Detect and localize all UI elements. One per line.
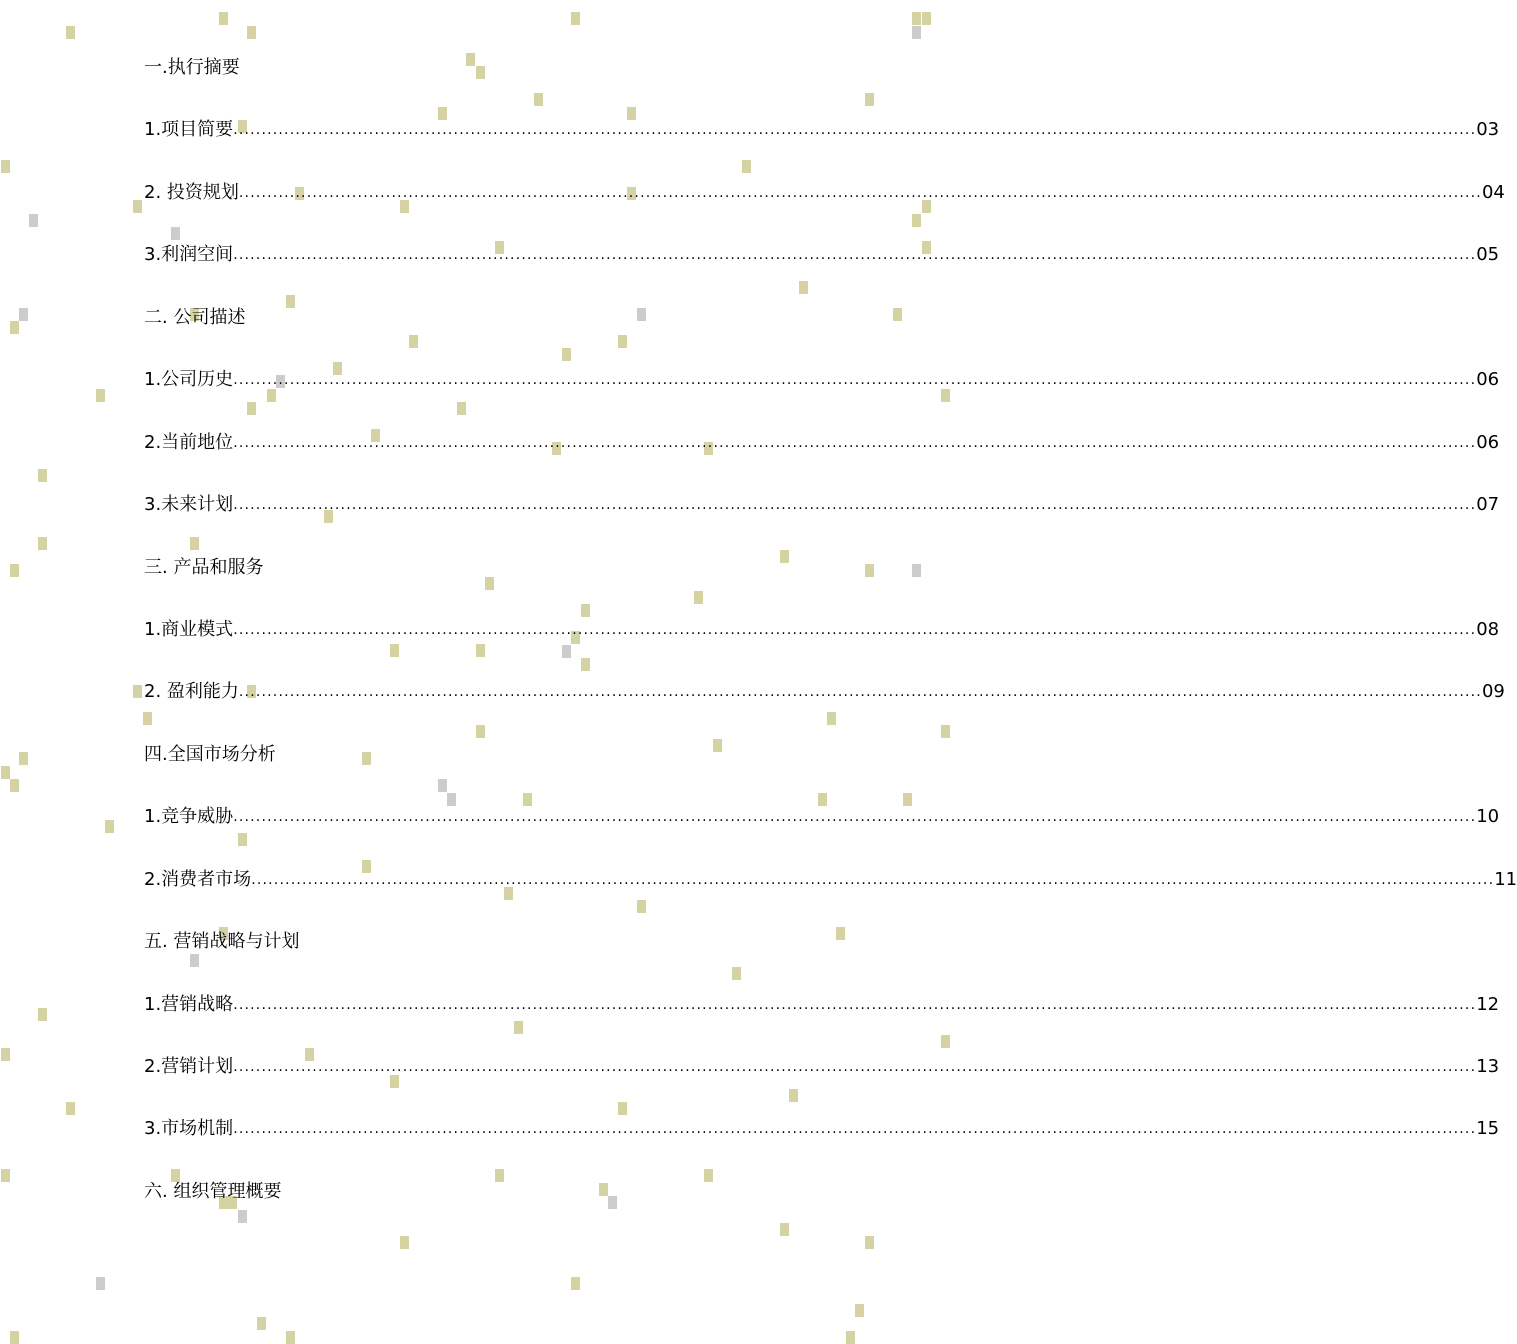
dot-leader: ............................................................................................................................................................................................................................ bbox=[233, 1121, 1477, 1138]
speckle bbox=[713, 739, 722, 752]
dot-leader: ............................................................................................................................................................................................................................ bbox=[233, 621, 1477, 638]
toc-entry[interactable] bbox=[144, 1114, 1500, 1176]
speckle bbox=[66, 1102, 75, 1115]
speckle bbox=[247, 26, 256, 39]
toc-entry[interactable] bbox=[144, 865, 1517, 927]
speckle bbox=[922, 12, 931, 25]
speckle bbox=[742, 160, 751, 173]
toc-heading bbox=[144, 53, 714, 115]
toc-entry-label: 1.营销战略 bbox=[144, 993, 234, 1015]
toc-page-number: 07 bbox=[1476, 494, 1500, 516]
speckle bbox=[571, 1277, 580, 1290]
toc-entry[interactable] bbox=[144, 990, 1500, 1052]
dot-leader: ............................................................................................................................................................................................................................ bbox=[233, 434, 1477, 451]
speckle bbox=[1, 766, 10, 779]
speckle bbox=[38, 1008, 47, 1021]
speckle bbox=[912, 564, 921, 577]
dot-leader: ............................................................................................................................................................................................................................ bbox=[233, 497, 1477, 514]
toc-entry-label: 3.未来计划 bbox=[144, 494, 234, 516]
toc-heading-text: 六. 组织管理概要 bbox=[144, 1180, 282, 1202]
toc-entry[interactable] bbox=[144, 802, 1500, 864]
toc-page-number: 13 bbox=[1476, 1056, 1500, 1077]
toc-heading-text: 五. 营销战略与计划 bbox=[144, 931, 300, 953]
toc-entry[interactable] bbox=[144, 615, 1500, 677]
speckle bbox=[286, 1331, 295, 1344]
toc-page-number: 09 bbox=[1481, 681, 1505, 703]
dot-leader: ............................................................................................................................................................................................................................ bbox=[251, 871, 1495, 888]
toc-heading-text: 四.全国市场分析 bbox=[144, 743, 276, 765]
speckle bbox=[846, 1331, 855, 1344]
toc-page-number: 10 bbox=[1476, 806, 1500, 828]
toc-entry-label: 1.竞争威胁 bbox=[144, 806, 234, 828]
speckle bbox=[780, 550, 789, 563]
dot-leader: ............................................................................................................................................................................................................................ bbox=[238, 684, 1482, 701]
toc-entry[interactable] bbox=[144, 240, 1500, 302]
dot-leader: ............................................................................................................................................................................................................................ bbox=[233, 809, 1477, 826]
toc-heading bbox=[144, 1177, 714, 1239]
speckle bbox=[96, 389, 105, 402]
speckle bbox=[10, 321, 19, 334]
toc-entry[interactable] bbox=[144, 677, 1505, 739]
speckle bbox=[133, 200, 142, 213]
speckle bbox=[571, 12, 580, 25]
toc-page-number: 12 bbox=[1476, 993, 1500, 1015]
speckle bbox=[827, 712, 836, 725]
toc-entry[interactable] bbox=[144, 178, 1505, 240]
dot-leader: ............................................................................................................................................................................................................................ bbox=[233, 247, 1477, 264]
toc-page-number: 06 bbox=[1476, 431, 1500, 453]
speckle bbox=[19, 308, 28, 321]
toc-page-number: 05 bbox=[1476, 244, 1500, 266]
dot-leader: ............................................................................................................................................................................................................................ bbox=[233, 372, 1477, 389]
speckle bbox=[29, 214, 38, 227]
speckle bbox=[66, 26, 75, 39]
speckle bbox=[38, 469, 47, 482]
toc-entry[interactable] bbox=[144, 1052, 1500, 1114]
toc-heading bbox=[144, 740, 714, 802]
toc-entry-label: 1.项目简要 bbox=[144, 119, 234, 141]
toc-entry-label: 2.消费者市场 bbox=[144, 868, 252, 890]
toc-heading bbox=[144, 553, 714, 615]
toc-entry-label: 1.商业模式 bbox=[144, 618, 234, 640]
toc-heading-text: 三. 产品和服务 bbox=[144, 556, 264, 578]
toc-entry[interactable] bbox=[144, 490, 1500, 552]
speckle bbox=[941, 1035, 950, 1048]
speckle bbox=[855, 1304, 864, 1317]
speckle bbox=[10, 1331, 19, 1344]
toc-entry-label: 2.当前地位 bbox=[144, 431, 234, 453]
table-of-contents bbox=[144, 53, 1517, 1239]
toc-page-number: 11 bbox=[1494, 868, 1517, 890]
toc-entry[interactable] bbox=[144, 115, 1500, 177]
speckle bbox=[1, 160, 10, 173]
toc-entry-label: 1.公司历史 bbox=[144, 369, 234, 391]
toc-entry-label: 2. 盈利能力 bbox=[144, 681, 239, 703]
dot-leader: ............................................................................................................................................................................................................................ bbox=[233, 1059, 1477, 1075]
speckle bbox=[38, 537, 47, 550]
speckle bbox=[789, 1089, 798, 1102]
speckle bbox=[732, 967, 741, 980]
speckle bbox=[912, 26, 921, 39]
dot-leader: ............................................................................................................................................................................................................................ bbox=[233, 996, 1477, 1013]
toc-entry-label: 3.利润空间 bbox=[144, 244, 234, 266]
speckle bbox=[1, 1169, 10, 1182]
toc-heading bbox=[144, 303, 714, 365]
toc-entry[interactable] bbox=[144, 428, 1500, 490]
toc-page-number: 04 bbox=[1481, 181, 1505, 203]
toc-heading-text: 二. 公司描述 bbox=[144, 306, 246, 328]
toc-heading-text: 一.执行摘要 bbox=[144, 57, 240, 78]
speckle bbox=[1, 1048, 10, 1061]
speckle bbox=[836, 927, 845, 940]
toc-page-number: 15 bbox=[1476, 1118, 1500, 1140]
speckle bbox=[257, 1317, 266, 1330]
speckle bbox=[799, 281, 808, 294]
speckle bbox=[10, 564, 19, 577]
speckle bbox=[912, 12, 921, 25]
speckle bbox=[865, 93, 874, 106]
toc-entry-label: 2. 投资规划 bbox=[144, 181, 239, 203]
toc-entry[interactable] bbox=[144, 365, 1500, 427]
toc-heading bbox=[144, 927, 714, 989]
speckle bbox=[865, 1236, 874, 1249]
toc-entry-label: 2.营销计划 bbox=[144, 1056, 234, 1077]
speckle bbox=[96, 1277, 105, 1290]
toc-page-number: 03 bbox=[1476, 119, 1500, 141]
toc-page-number: 08 bbox=[1476, 618, 1500, 640]
speckle bbox=[780, 1223, 789, 1236]
toc-page-number: 06 bbox=[1476, 369, 1500, 391]
speckle bbox=[10, 779, 19, 792]
speckle bbox=[893, 308, 902, 321]
speckle bbox=[941, 725, 950, 738]
speckle bbox=[865, 564, 874, 577]
speckle bbox=[105, 820, 114, 833]
dot-leader: ............................................................................................................................................................................................................................ bbox=[238, 184, 1482, 201]
speckle bbox=[19, 752, 28, 765]
speckle bbox=[219, 12, 228, 25]
toc-entry-label: 3.市场机制 bbox=[144, 1118, 234, 1140]
speckle bbox=[133, 685, 142, 698]
dot-leader: ............................................................................................................................................................................................................................ bbox=[233, 122, 1477, 139]
speckle bbox=[912, 214, 921, 227]
